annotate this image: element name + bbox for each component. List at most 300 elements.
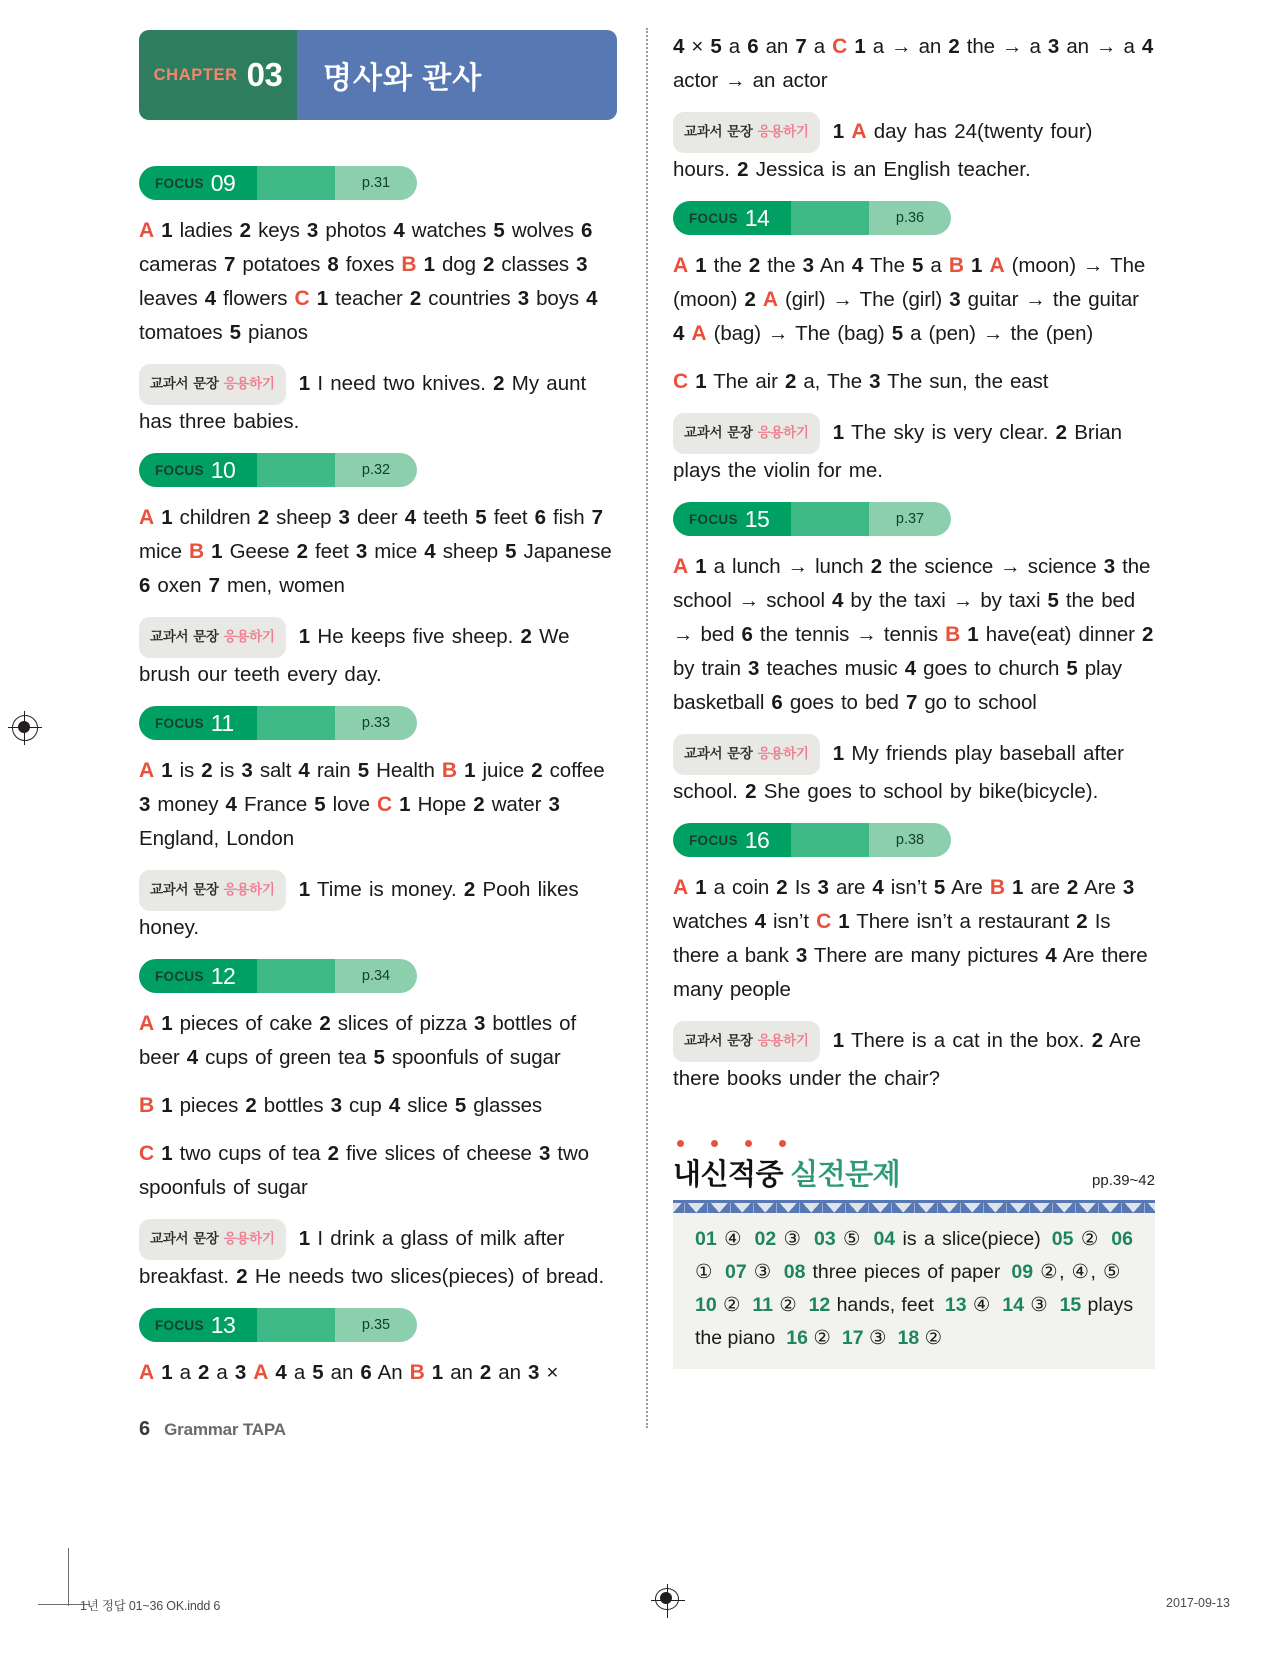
focus-page-ref: p.38 bbox=[895, 832, 925, 848]
focus-bar-12 bbox=[139, 959, 417, 993]
focus-page-ref: p.35 bbox=[361, 1317, 391, 1333]
answer-number: 10 bbox=[695, 1294, 717, 1316]
item-number: 1 bbox=[161, 759, 173, 782]
focus-bar-segment-mid bbox=[257, 706, 335, 740]
answer-line: C 1 The air 2 a, The 3 The sun, the east bbox=[673, 370, 1049, 393]
chapter-number: 03 bbox=[246, 56, 283, 93]
textbook-application-text: 1 I drink a glass of milk after breakfast. 2 He needs two slices(pieces) of bread. bbox=[139, 1227, 605, 1288]
focus-page-ref: p.37 bbox=[895, 511, 925, 527]
item-number: 5 bbox=[710, 35, 722, 58]
print-slug-right: 2017-09-13 bbox=[1166, 1596, 1230, 1610]
item-number: 2 bbox=[776, 876, 788, 899]
item-number: 4 bbox=[1045, 944, 1057, 967]
item-number: 4 bbox=[275, 1361, 287, 1384]
textbook-badge-part1: 교과서 문장 bbox=[150, 629, 219, 644]
focus-bar-segment-dark bbox=[673, 502, 791, 536]
group-letter: C bbox=[673, 370, 689, 393]
focus-bar-segment-light bbox=[869, 823, 951, 857]
focus-bar-15 bbox=[673, 502, 951, 536]
group-letter: A bbox=[253, 1361, 269, 1384]
registration-mark-bottom bbox=[655, 1588, 681, 1614]
answer-number: 14 bbox=[1002, 1294, 1024, 1316]
item-number: 5 bbox=[891, 322, 904, 345]
item-number: 5 bbox=[475, 506, 487, 529]
focus-label: FOCUS bbox=[689, 511, 738, 527]
focus-page-ref: p.31 bbox=[361, 175, 391, 191]
focus-bar-segment-dark bbox=[139, 453, 257, 487]
focus-page-ref: p.34 bbox=[361, 968, 391, 984]
focus-bar-14 bbox=[673, 201, 951, 235]
focus-bar-11 bbox=[139, 706, 417, 740]
item-number: 2 bbox=[409, 287, 422, 310]
textbook-application-line bbox=[673, 734, 1155, 809]
answer-line: C 1 two cups of tea 2 five slices of cheese 3 two spoonfuls of sugar bbox=[139, 1142, 589, 1199]
item-number: 4 bbox=[424, 540, 436, 563]
answer-value: ① bbox=[695, 1261, 715, 1283]
answer-item bbox=[695, 1228, 743, 1250]
textbook-application-line bbox=[673, 1021, 1155, 1096]
item-number: 6 bbox=[360, 1361, 372, 1384]
focus-bar-segment-light bbox=[335, 166, 417, 200]
focus-label: FOCUS bbox=[689, 832, 738, 848]
item-number: 1 bbox=[832, 742, 845, 765]
focus-bar-segment-dark bbox=[139, 1308, 257, 1342]
textbook-badge-part2: 응용하기 bbox=[223, 629, 275, 644]
textbook-application-text: 1 He keeps five sheep. 2 We brush our teeth every day. bbox=[139, 625, 570, 686]
group-letter: A bbox=[139, 1012, 155, 1035]
item-number: 4 bbox=[404, 506, 416, 529]
textbook-application-text: 1 My friends play baseball after school. 2 She goes to school by bike(bicycle). bbox=[673, 742, 1125, 803]
textbook-badge-part1: 교과서 문장 bbox=[684, 1033, 753, 1048]
item-number: 5 bbox=[1047, 589, 1059, 612]
item-number: 2 bbox=[296, 540, 308, 563]
textbook-badge-part2: 응용하기 bbox=[757, 746, 809, 761]
focus-page-ref: p.36 bbox=[895, 210, 925, 226]
answer-item bbox=[897, 1327, 942, 1349]
group-letter: B bbox=[441, 759, 457, 782]
answer-number: 07 bbox=[725, 1261, 747, 1283]
answer-value: ② bbox=[722, 1294, 742, 1316]
answer-line: A 1 ladies 2 keys 3 photos 4 watches 5 wolves 6 cameras 7 potatoes 8 foxes B 1 dog 2 classes 3 leaves 4 flowers C 1 teacher 2 countries 3 boys 4 tomatoes 5 pianos bbox=[139, 219, 598, 344]
item-number: 2 bbox=[463, 878, 476, 901]
item-number: 5 bbox=[312, 1361, 324, 1384]
textbook-badge bbox=[673, 734, 820, 775]
item-number: 1 bbox=[967, 623, 979, 646]
answer-item bbox=[873, 1228, 1040, 1250]
group-letter: B bbox=[401, 253, 417, 276]
focus-bar-segment-mid bbox=[257, 1308, 335, 1342]
practice-title-part1: 내신적중 bbox=[673, 1159, 784, 1191]
textbook-badge bbox=[673, 1021, 820, 1062]
group-letter: B bbox=[188, 540, 205, 563]
textbook-application-line bbox=[673, 413, 1155, 488]
item-number: 4 bbox=[673, 35, 685, 58]
focus-bar-segment-mid bbox=[791, 502, 869, 536]
item-number: 3 bbox=[330, 1094, 342, 1117]
item-number: 7 bbox=[208, 574, 220, 597]
item-number: 2 bbox=[1091, 1029, 1104, 1052]
group-letter: A bbox=[851, 120, 867, 143]
continued-textbook-line bbox=[673, 112, 1155, 187]
item-number: 4 bbox=[754, 910, 766, 933]
item-number: 2 bbox=[319, 1012, 331, 1035]
item-number: 3 bbox=[576, 253, 588, 276]
item-number: 2 bbox=[784, 370, 797, 393]
focus-bar-segment-dark bbox=[673, 201, 791, 235]
item-number: 1 bbox=[1012, 876, 1024, 899]
item-number: 1 bbox=[832, 1029, 845, 1052]
focus-number: 14 bbox=[744, 204, 770, 231]
answer-value: ②, ④, ⑤ bbox=[1040, 1261, 1122, 1283]
textbook-badge-part1: 교과서 문장 bbox=[150, 882, 219, 897]
focus-bar-segment-light bbox=[869, 201, 951, 235]
item-number: 5 bbox=[357, 759, 370, 782]
item-number: 4 bbox=[204, 287, 217, 310]
practice-dots bbox=[677, 1140, 1155, 1147]
item-number: 2 bbox=[473, 793, 485, 816]
focus-number: 13 bbox=[210, 1311, 236, 1338]
answer-value: ④ bbox=[972, 1294, 992, 1316]
answer-item bbox=[842, 1327, 887, 1349]
group-letter: B bbox=[409, 1361, 425, 1384]
item-number: 2 bbox=[744, 288, 756, 311]
textbook-badge-part1: 교과서 문장 bbox=[684, 746, 753, 761]
focus-number: 15 bbox=[744, 505, 770, 532]
textbook-badge bbox=[673, 112, 820, 153]
focus-bar-segment-dark bbox=[139, 166, 257, 200]
group-letter: A bbox=[673, 876, 689, 899]
saw-tooth-border bbox=[673, 1200, 1155, 1213]
item-number: 6 bbox=[747, 35, 759, 58]
focus-bar-segment-mid bbox=[257, 453, 335, 487]
item-number: 1 bbox=[316, 287, 329, 310]
textbook-badge-part1: 교과서 문장 bbox=[684, 124, 753, 139]
item-number: 2 bbox=[1142, 623, 1154, 646]
right-focus-blocks bbox=[673, 201, 1155, 1096]
item-number: 5 bbox=[933, 876, 946, 899]
item-number: 2 bbox=[479, 1361, 492, 1384]
answer-number: 15 bbox=[1059, 1294, 1082, 1316]
focus-label: FOCUS bbox=[689, 210, 738, 226]
item-number: 7 bbox=[795, 35, 807, 58]
group-letter: B bbox=[989, 876, 1005, 899]
group-letter: B bbox=[945, 623, 961, 646]
answer-value: ② bbox=[779, 1294, 798, 1316]
item-number: 2 bbox=[748, 254, 761, 277]
textbook-application-text: 1 There is a cat in the box. 2 Are there books under the chair? bbox=[673, 1029, 1142, 1090]
item-number: 1 bbox=[161, 1142, 173, 1165]
answer-number: 11 bbox=[752, 1294, 773, 1316]
item-number: 3 bbox=[473, 1012, 486, 1035]
item-number: 1 bbox=[838, 910, 850, 933]
focus-bar-segment-mid bbox=[791, 201, 869, 235]
focus-label: FOCUS bbox=[155, 175, 204, 191]
group-letter: C bbox=[832, 35, 848, 58]
answer-value: three pieces of paper bbox=[812, 1261, 1001, 1283]
answer-line: B 1 pieces 2 bottles 3 cup 4 slice 5 glasses bbox=[139, 1094, 543, 1117]
answer-value: is a slice(piece) bbox=[902, 1228, 1041, 1250]
item-number: 1 bbox=[695, 876, 707, 899]
textbook-application-line bbox=[139, 870, 621, 945]
item-number: 3 bbox=[306, 219, 319, 242]
item-number: 3 bbox=[1122, 876, 1135, 899]
answer-item bbox=[695, 1294, 741, 1316]
item-number: 5 bbox=[1066, 657, 1078, 680]
item-number: 2 bbox=[745, 780, 757, 803]
item-number: 1 bbox=[854, 35, 866, 58]
textbook-badge bbox=[673, 413, 820, 454]
item-number: 1 bbox=[431, 1361, 444, 1384]
focus-bar-10 bbox=[139, 453, 417, 487]
focus-page-ref: p.33 bbox=[361, 715, 391, 731]
textbook-badge bbox=[139, 1219, 286, 1260]
answer-line: A 1 a coin 2 Is 3 are 4 isn’t 5 Are B 1 are 2 Are 3 watches 4 isn’t C 1 There isn’t a restaurant 2 Is there a bank 3 There are many pictures 4 Are there many people bbox=[673, 876, 1148, 1001]
group-letter: C bbox=[816, 910, 832, 933]
focus-bar-segment-dark bbox=[139, 959, 257, 993]
item-number: 4 bbox=[225, 793, 237, 816]
answer-value: ③ bbox=[868, 1327, 887, 1349]
answer-value: ② bbox=[813, 1327, 831, 1349]
textbook-badge-part2: 응용하기 bbox=[223, 376, 275, 391]
item-number: 1 bbox=[464, 759, 476, 782]
item-number: 5 bbox=[314, 793, 326, 816]
focus-bar-13 bbox=[139, 1308, 417, 1342]
answer-number: 17 bbox=[841, 1327, 864, 1349]
answer-line: A 1 pieces of cake 2 slices of pizza 3 bottles of beer 4 cups of green tea 5 spoonfuls of sugar bbox=[139, 1012, 577, 1069]
item-number: 2 bbox=[1076, 910, 1088, 933]
practice-answer-list bbox=[695, 1223, 1133, 1355]
answer-item bbox=[752, 1294, 797, 1316]
focus-bar-segment-light bbox=[869, 502, 951, 536]
item-number: 6 bbox=[741, 623, 753, 646]
item-number: 2 bbox=[870, 555, 883, 578]
answer-value: plays the piano bbox=[695, 1294, 1134, 1349]
textbook-badge-part1: 교과서 문장 bbox=[684, 425, 753, 440]
registration-mark-left bbox=[12, 715, 38, 741]
item-number: 2 bbox=[483, 253, 495, 276]
group-letter: A bbox=[139, 759, 155, 782]
item-number: 6 bbox=[534, 506, 546, 529]
item-number: 4 bbox=[872, 876, 884, 899]
focus-bar-segment-mid bbox=[257, 166, 335, 200]
item-number: 4 bbox=[832, 589, 844, 612]
item-number: 2 bbox=[531, 759, 543, 782]
answer-item bbox=[809, 1294, 934, 1316]
chapter-header bbox=[139, 30, 617, 120]
chapter-title-area bbox=[297, 30, 617, 120]
practice-section bbox=[673, 1140, 1155, 1369]
answer-item bbox=[1052, 1228, 1100, 1250]
focus-bar-segment-dark bbox=[139, 706, 257, 740]
answer-value: ② bbox=[1080, 1228, 1101, 1250]
answer-number: 05 bbox=[1051, 1228, 1074, 1250]
answer-item bbox=[1002, 1294, 1048, 1316]
focus-bar-segment-light bbox=[335, 706, 417, 740]
chapter-title: 명사와 관사 bbox=[323, 62, 483, 95]
item-number: 6 bbox=[580, 219, 593, 242]
item-number: 3 bbox=[817, 876, 829, 899]
focus-bar-16 bbox=[673, 823, 951, 857]
answer-value: hands, feet bbox=[836, 1294, 934, 1316]
focus-label: FOCUS bbox=[155, 968, 204, 984]
item-number: 3 bbox=[528, 1361, 540, 1384]
textbook-badge-part2: 응용하기 bbox=[757, 124, 809, 139]
focus-bar-segment-mid bbox=[257, 959, 335, 993]
item-number: 2 bbox=[201, 759, 213, 782]
item-number: 1 bbox=[695, 370, 707, 393]
page-folio bbox=[139, 1418, 286, 1441]
item-number: 1 bbox=[695, 254, 707, 277]
textbook-badge-part2: 응용하기 bbox=[223, 882, 275, 897]
item-number: 2 bbox=[236, 1265, 248, 1288]
item-number: 7 bbox=[591, 506, 603, 529]
item-number: 3 bbox=[748, 657, 760, 680]
item-number: 6 bbox=[139, 574, 151, 597]
item-number: 1 bbox=[161, 1361, 173, 1384]
focus-bar-09 bbox=[139, 166, 417, 200]
textbook-application-line bbox=[139, 1219, 621, 1294]
item-number: 2 bbox=[257, 506, 269, 529]
column-divider bbox=[646, 28, 648, 1428]
item-number: 1 bbox=[161, 1012, 173, 1035]
answer-value: ② bbox=[924, 1327, 943, 1349]
answer-number: 16 bbox=[786, 1327, 808, 1349]
group-letter: A bbox=[673, 254, 689, 277]
focus-bar-segment-light bbox=[335, 959, 417, 993]
folio-number: 6 bbox=[139, 1418, 151, 1440]
item-number: 5 bbox=[454, 1094, 467, 1117]
group-letter: A bbox=[989, 254, 1005, 277]
group-letter: C bbox=[294, 287, 310, 310]
answer-number: 04 bbox=[873, 1228, 896, 1250]
item-number: 3 bbox=[517, 287, 529, 310]
answer-line: A 1 is 2 is 3 salt 4 rain 5 Health B 1 juice 2 coffee 3 money 4 France 5 love C 1 Hope 2 water 3 England, London bbox=[139, 759, 605, 850]
group-letter: B bbox=[139, 1094, 155, 1117]
chapter-badge bbox=[139, 30, 297, 120]
textbook-badge-part2: 응용하기 bbox=[757, 425, 809, 440]
item-number: 1 bbox=[423, 253, 435, 276]
practice-page-range: pp.39~42 bbox=[1092, 1172, 1155, 1189]
answer-item bbox=[784, 1261, 1001, 1283]
textbook-badge bbox=[139, 364, 286, 405]
group-letter: C bbox=[139, 1142, 155, 1165]
chapter-label: CHAPTER bbox=[153, 65, 238, 84]
answer-value: ⑤ bbox=[843, 1228, 863, 1250]
item-number: 4 bbox=[1141, 35, 1154, 58]
continued-textbook-text: 1 A day has 24(twenty four) hours. 2 Jessica is an English teacher. bbox=[673, 120, 1093, 181]
item-number: 1 bbox=[298, 1227, 311, 1250]
item-number: 3 bbox=[802, 254, 814, 277]
item-number: 3 bbox=[139, 793, 151, 816]
textbook-badge bbox=[139, 870, 286, 911]
group-letter: A bbox=[139, 1361, 155, 1384]
answer-value: ④ bbox=[724, 1228, 744, 1250]
focus-bar-segment-mid bbox=[791, 823, 869, 857]
answer-value: ③ bbox=[753, 1261, 773, 1283]
group-letter: A bbox=[673, 555, 689, 578]
practice-header bbox=[673, 1152, 1155, 1193]
answer-item bbox=[725, 1261, 773, 1283]
item-number: 7 bbox=[224, 253, 236, 276]
answer-value: ③ bbox=[783, 1228, 803, 1250]
practice-answer-box bbox=[673, 1213, 1155, 1369]
textbook-badge-part1: 교과서 문장 bbox=[150, 1231, 219, 1246]
item-number: 1 bbox=[161, 1094, 173, 1117]
item-number: 1 bbox=[161, 506, 173, 529]
item-number: 2 bbox=[198, 1361, 210, 1384]
item-number: 2 bbox=[245, 1094, 257, 1117]
textbook-badge-part2: 응용하기 bbox=[223, 1231, 275, 1246]
item-number: 4 bbox=[904, 657, 917, 680]
item-number: 3 bbox=[795, 944, 808, 967]
focus-label: FOCUS bbox=[155, 1317, 204, 1333]
item-number: 2 bbox=[520, 625, 532, 648]
textbook-application-text: 1 Time is money. 2 Pooh likes honey. bbox=[139, 878, 579, 939]
item-number: 1 bbox=[298, 878, 311, 901]
answer-number: 06 bbox=[1111, 1228, 1133, 1250]
textbook-application-text: 1 I need two knives. 2 My aunt has three babies. bbox=[139, 372, 587, 433]
answer-number: 13 bbox=[944, 1294, 967, 1316]
item-number: 4 bbox=[298, 759, 310, 782]
textbook-badge bbox=[139, 617, 286, 658]
item-number: 4 bbox=[673, 322, 685, 345]
answer-item bbox=[1011, 1261, 1122, 1283]
item-number: 4 bbox=[586, 287, 598, 310]
focus-label: FOCUS bbox=[155, 715, 204, 731]
item-number: 3 bbox=[869, 370, 881, 393]
continued-answer-line: 4 × 5 a 6 an 7 a C 1 a → an 2 the → a 3 an → a 4 actor → an actor bbox=[673, 35, 1154, 92]
left-column bbox=[139, 30, 621, 1404]
item-number: 3 bbox=[1047, 35, 1060, 58]
focus-page-ref: p.32 bbox=[361, 462, 391, 478]
item-number: 5 bbox=[229, 321, 241, 344]
item-number: 3 bbox=[234, 1361, 247, 1384]
item-number: 3 bbox=[1103, 555, 1116, 578]
item-number: 8 bbox=[327, 253, 339, 276]
answer-line: A 1 a 2 a 3 A 4 a 5 an 6 An B 1 an 2 an 3 × bbox=[139, 1361, 559, 1384]
item-number: 6 bbox=[771, 691, 783, 714]
group-letter: A bbox=[762, 288, 778, 311]
focus-number: 12 bbox=[210, 962, 236, 989]
item-number: 4 bbox=[393, 219, 405, 242]
group-letter: C bbox=[376, 793, 393, 816]
item-number: 2 bbox=[1055, 421, 1068, 444]
item-number: 4 bbox=[388, 1094, 401, 1117]
answer-line: A 1 a lunch → lunch 2 the science → science 3 the school → school 4 by the taxi → by taxi 5 the bed → bed 6 the tennis → tennis B 1 have(eat) dinner 2 by train 3 teaches music 4 goes to church 5 play basketball 6 goes to bed 7 go to school bbox=[673, 555, 1154, 714]
item-number: 2 bbox=[493, 372, 505, 395]
answer-number: 08 bbox=[783, 1261, 806, 1283]
item-number: 1 bbox=[695, 555, 707, 578]
textbook-badge-part1: 교과서 문장 bbox=[150, 376, 219, 391]
folio-book-title: Grammar TAPA bbox=[164, 1419, 286, 1439]
item-number: 2 bbox=[327, 1142, 339, 1165]
answer-line: A 1 children 2 sheep 3 deer 4 teeth 5 feet 6 fish 7 mice B 1 Geese 2 feet 3 mice 4 sheep 5 Japanese 6 oxen 7 men, women bbox=[139, 506, 612, 597]
item-number: 2 bbox=[239, 219, 251, 242]
item-number: 2 bbox=[948, 35, 960, 58]
focus-bar-segment-light bbox=[335, 453, 417, 487]
group-letter: A bbox=[139, 506, 155, 529]
item-number: 5 bbox=[493, 219, 505, 242]
item-number: 5 bbox=[505, 540, 517, 563]
answer-number: 02 bbox=[754, 1228, 777, 1250]
answer-number: 12 bbox=[808, 1294, 831, 1316]
focus-number: 16 bbox=[744, 826, 770, 853]
focus-bar-segment-dark bbox=[673, 823, 791, 857]
focus-number: 11 bbox=[210, 709, 234, 736]
item-number: 1 bbox=[161, 219, 173, 242]
item-number: 3 bbox=[338, 506, 350, 529]
item-number: 2 bbox=[1066, 876, 1079, 899]
